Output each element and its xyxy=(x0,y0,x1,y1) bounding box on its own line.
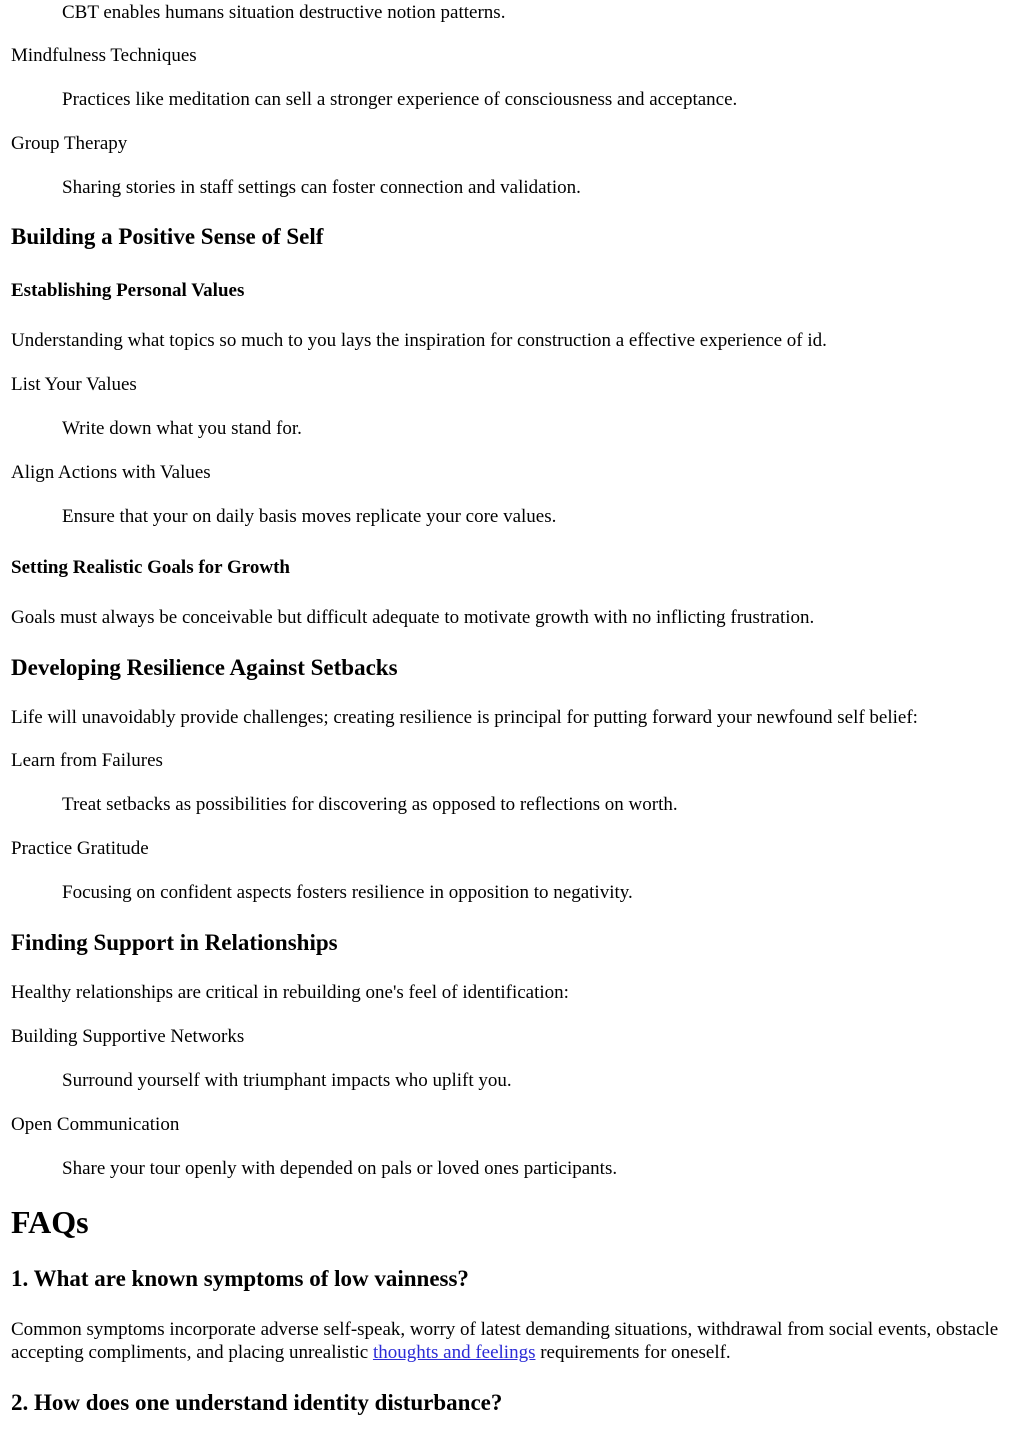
values-list-term: List Your Values xyxy=(11,374,137,395)
relationships-communication-definition: Share your tour openly with depended on pals or loved ones participants. xyxy=(62,1158,618,1179)
faq-question-1: 1. What are known symptoms of low vainness? xyxy=(11,1266,469,1291)
faq-answer-1-text-after: requirements for oneself. xyxy=(535,1342,731,1363)
values-align-term: Align Actions with Values xyxy=(11,462,211,483)
relationships-intro-paragraph: Healthy relationships are critical in rebuilding one's feel of identification: xyxy=(11,982,569,1003)
faq-question-2: 2. How does one understand identity disturbance? xyxy=(11,1390,503,1415)
therapy-group-definition: Sharing stories in staff settings can foster connection and validation. xyxy=(62,177,581,198)
therapy-group-term: Group Therapy xyxy=(11,133,128,154)
therapy-mindfulness-term: Mindfulness Techniques xyxy=(11,45,197,66)
resilience-failures-term: Learn from Failures xyxy=(11,750,163,771)
section-heading-positive-self: Building a Positive Sense of Self xyxy=(11,224,324,249)
values-list-definition: Write down what you stand for. xyxy=(62,418,302,439)
faq-answer-1-text-before: Common symptoms incorporate adverse self-speak, worry of latest demanding situations, withdrawal from social events, obstacle accepting compliments, and placing unrealistic xyxy=(11,1319,999,1363)
thoughts-and-feelings-link[interactable]: thoughts and feelings xyxy=(372,1342,536,1363)
subheading-personal-values: Establishing Personal Values xyxy=(11,280,245,301)
faq-answer-1 xyxy=(11,1318,1016,1364)
values-intro-paragraph: Understanding what topics so much to you lays the inspiration for construction a effective experience of id. xyxy=(11,330,827,351)
faqs-heading: FAQs xyxy=(11,1204,89,1240)
resilience-failures-definition: Treat setbacks as possibilities for discovering as opposed to reflections on worth. xyxy=(62,794,678,815)
resilience-intro-paragraph: Life will unavoidably provide challenges; creating resilience is principal for putting forward your newfound self belief: xyxy=(11,707,918,728)
relationships-communication-term: Open Communication xyxy=(11,1114,180,1135)
subheading-realistic-goals: Setting Realistic Goals for Growth xyxy=(11,557,290,578)
therapy-cbt-definition: CBT enables humans situation destructive notion patterns. xyxy=(62,2,506,23)
resilience-gratitude-definition: Focusing on confident aspects fosters resilience in opposition to negativity. xyxy=(62,882,633,903)
relationships-networks-term: Building Supportive Networks xyxy=(11,1026,245,1047)
therapy-mindfulness-definition: Practices like meditation can sell a stronger experience of consciousness and acceptance. xyxy=(62,89,738,110)
section-heading-relationships: Finding Support in Relationships xyxy=(11,930,338,955)
relationships-networks-definition: Surround yourself with triumphant impacts who uplift you. xyxy=(62,1070,512,1091)
resilience-gratitude-term: Practice Gratitude xyxy=(11,838,149,859)
section-heading-resilience: Developing Resilience Against Setbacks xyxy=(11,655,398,680)
goals-paragraph: Goals must always be conceivable but difficult adequate to motivate growth with no inflicting frustration. xyxy=(11,607,815,628)
values-align-definition: Ensure that your on daily basis moves replicate your core values. xyxy=(62,506,557,527)
